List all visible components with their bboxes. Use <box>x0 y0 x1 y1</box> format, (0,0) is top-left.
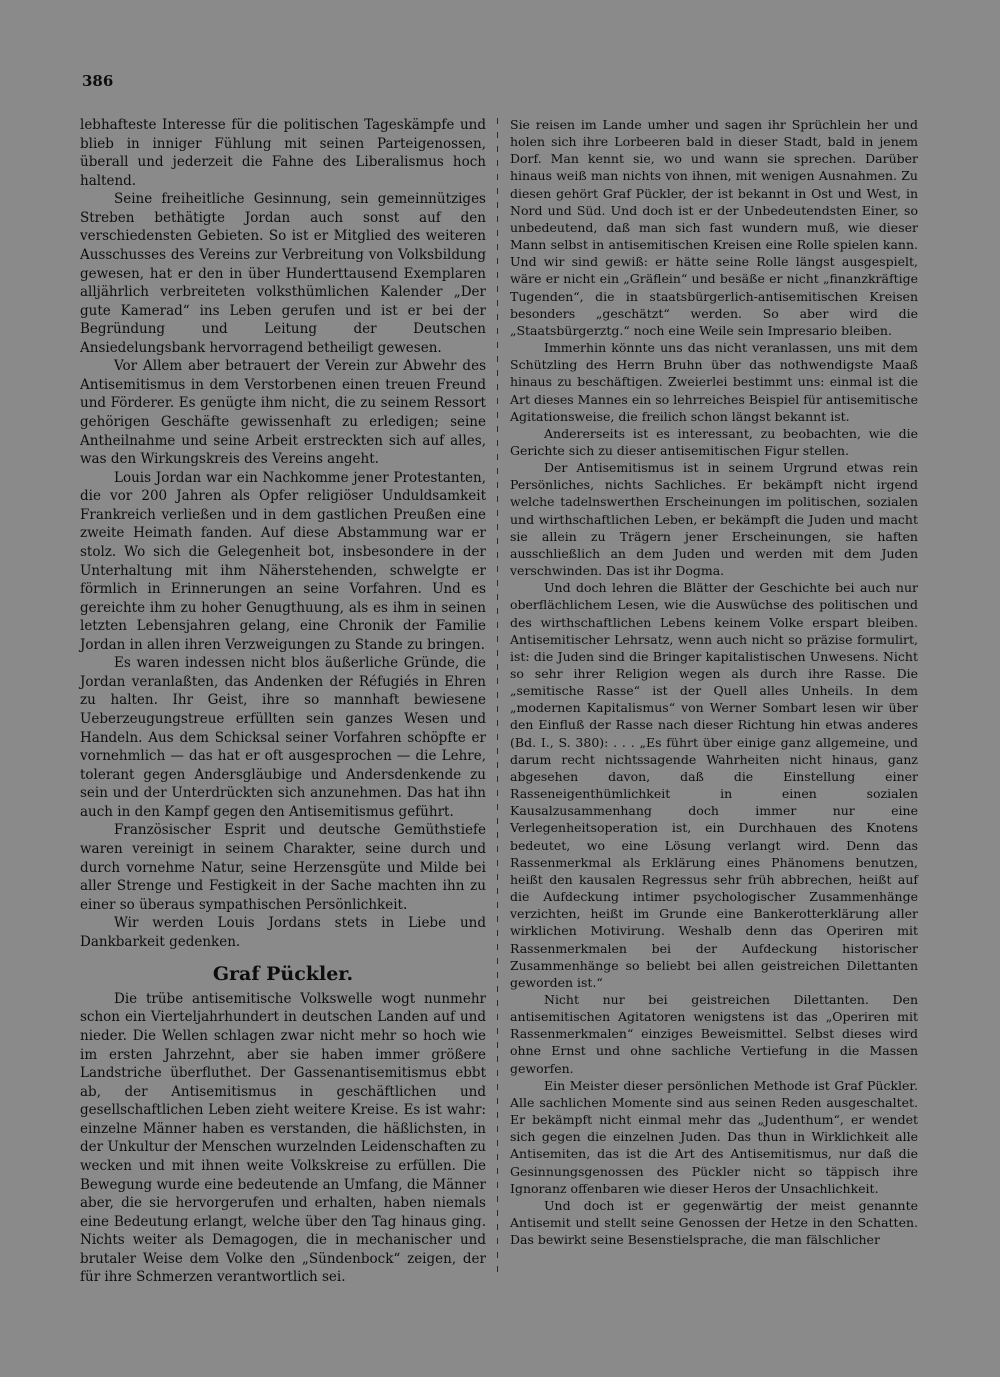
paragraph: Nicht nur bei geistreichen Dilettanten. Den antisemitischen Agitatoren wenigstens ist das „Operiren mit Rassenmerkmalen“ einziges Beweismittel. Selbst dieses wird ohne Ernst und ohne sachliche Vertiefung in die Massen geworfen. <box>510 991 918 1076</box>
paragraph: Andererseits ist es interessant, zu beobachten, wie die Gerichte sich zu dieser antisemitischen Figur stellen. <box>510 425 918 458</box>
paragraph: Vor Allem aber betrauert der Verein zur Abwehr des Antisemitismus in dem Verstorbenen einen treuen Freund und Förderer. Es genügte ihm nicht, die zu seinem Ressort gehörigen Geschäfte gewissenhaft zu erledigen; seine Antheilnahme und seine Arbeit erstreckten sich auf alles, was den Wirkungskreis des Vereins angeht. <box>80 358 486 468</box>
paragraph: Sie reisen im Lande umher und sagen ihr Sprüchlein her und holen sich ihre Lorbeeren bald in dieser Stadt, bald in jenem Dorf. Man kennt sie, wo und wann sie sprechen. Darüber hinaus weiß man nichts von ihnen, mit wenigen Ausnahmen. Zu diesen gehört Graf Pückler, der ist bekannt in Ost und West, in Nord und Süd. Und doch ist er der Unbedeutendsten Einer, so unbedeutend, daß man sich fast wundern muß, wie dieser Mann selbst in antisemitischen Kreisen eine Rolle spielen kann. Und wir sind gewiß: er hätte seine Rolle längst ausgespielt, wäre er nicht ein „Gräflein“ und besäße er nicht „finanzkräftige Tugenden“, die in staatsbürgerlich-antisemitischen Kreisen besonders „geschätzt“ werden. So aber wird die „Staatsbürgerztg.“ noch eine Weile sein Impresario bleiben. <box>510 117 918 338</box>
paragraph: Und doch lehren die Blätter der Geschichte bei auch nur oberflächlichem Lesen, wie die Auswüchse des politischen und des wirthschaftlichen Lebens keinem Volke erspart bleiben. Antisemitischer Lehrsatz, wenn auch nicht so präzise formulirt, ist: die Juden sind die Bringer kapitalistischen Unwesens. Nicht so sehr ihrer Religion wegen als durch ihre Rasse. Die „semitische Rasse“ ist der Quell alles Unheils. In dem „modernen Kapitalismus“ von Werner Sombart lesen wir über den Einfluß der Rasse nach dieser Richtung hin etwas anderes (Bd. I., S. 380): . . . „Es führt über einige ganz allgemeine, und darum recht nichtssagende Wahrheiten nicht hinaus, ganz abgesehen davon, daß die Einstellung einer Rasseneigenthümlichkeit in einen sozialen Kausalzusammenhang doch immer nur eine Verlegenheitsoperation ist, ein Durchhauen des Knotens bedeutet, wo eine Lösung verlangt wird. Denn das Rassenmerkmal als Erklärung eines Phänomens benutzen, heißt den kausalen Regressus sehr früh abbrechen, heißt auf die Aufdeckung intimer psychologischer Zusammenhänge verzichten, heißt im Grunde eine Bankerotterklärung aller wirklichen Motivirung. Weshalb denn das Operiren mit Rassenmerkmalen bei der Aufdeckung historischer Zusammenhänge so beliebt bei allen geistreichen Dilettanten geworden ist.“ <box>510 580 918 990</box>
column-divider <box>497 118 498 1278</box>
paragraph: lebhafteste Interesse für die politischen Tageskämpfe und blieb in inniger Fühlung mit seinen Parteigenossen, überall und jederzeit die Fahne des Liberalismus hoch haltend. <box>80 117 486 189</box>
left-column <box>80 116 486 1287</box>
paragraph: Wir werden Louis Jordans stets in Liebe und Dankbarkeit gedenken. <box>80 915 486 950</box>
paragraph: Ein Meister dieser persönlichen Methode ist Graf Pückler. Alle sachlichen Momente sind aus seinen Reden ausgeschaltet. Er bekämpft nicht einmal mehr das „Judenthum“, er wendet sich gegen die einzelnen Juden. Das thun in Wirklichkeit alle Antisemiten, das ist die Art des Antisemitismus, nur daß die Gesinnungsgenossen des Pückler nicht so täppisch ihre Ignoranz offenbaren wie dieser Heros der Unsachlichkeit. <box>510 1077 918 1196</box>
paragraph: Es waren indessen nicht blos äußerliche Gründe, die Jordan veranlaßten, das Andenken der Réfugiés in Ehren zu halten. Ihr Geist, ihre so mannhaft bewiesene Ueberzeugungstreue erfüllten sein ganzes Wesen und Handeln. Aus dem Schicksal seiner Vorfahren schöpfte er vornehmlich — das hat er oft ausgesprochen — die Lehre, tolerant gegen Andersgläubige und Andersdenkende zu sein und der Unterdrückten sich anzunehmen. Das hat ihn auch in den Kampf gegen den Antisemitismus geführt. <box>80 655 486 820</box>
paragraph: Französischer Esprit und deutsche Gemüthstiefe waren vereinigt in seinem Charakter, seine durch und durch vornehme Natur, seine Herzensgüte und Milde bei aller Strenge und Festigkeit in der Sache machten ihn zu einer so überaus sympathischen Persönlichkeit. <box>80 822 486 913</box>
paragraph: Immerhin könnte uns das nicht veranlassen, uns mit dem Schützling des Herrn Bruhn über das nothwendigste Maaß hinaus zu beschäftigen. Zweierlei bestimmt uns: einmal ist die Art dieses Mannes ein so lehrreiches Beispiel für antisemitische Agitationsweise, die freilich schon längst bekannt ist. <box>510 340 918 424</box>
paragraph: Seine freiheitliche Gesinnung, sein gemeinnütziges Streben bethätigte Jordan auch sonst auf den verschiedensten Gebieten. So ist er Mitglied des weiteren Ausschusses des Vereins zur Verbreitung von Volksbildung gewesen, hat er den in über Hunderttausend Exemplaren alljährlich verbreiteten volksthümlichen Kalender „Der gute Kamerad“ ins Leben gerufen und ist er bei der Begründung und Leitung der Deutschen Ansiedelungsbank hervorragend betheiligt gewesen. <box>80 191 486 356</box>
article-heading: Graf Pückler. <box>212 963 354 986</box>
paragraph: Die trübe antisemitische Volkswelle wogt nunmehr schon ein Vierteljahrhundert in deutschen Landen auf und nieder. Die Wellen schlagen zwar nicht mehr so hoch wie im ersten Jahrzehnt, aber sie haben immer größere Landstriche überfluthet. Der Gassenantisemitismus ebbt ab, der Antisemitismus in geschäftlichen und gesellschaftlichen Leben zieht weitere Kreise. Es ist wahr: einzelne Männer haben es verstanden, die häßlichsten, in der Unkultur der Menschen wurzelnden Leidenschaften zu wecken und mit ihnen weite Volkskreise zu erfüllen. Die Bewegung wurde eine bedeutende an Umfang, die Männer aber, die sie hervorgerufen und erhalten, haben niemals eine Bedeutung erlangt, welche über den Tag hinaus ging. Nichts weiter als Demagogen, die in mechanischer und brutaler Weise dem Volke den „Sündenbock“ zeigen, der für ihre Schmerzen verantwortlich sei. <box>80 990 486 1286</box>
page-number: 386 <box>82 72 114 90</box>
paragraph: Der Antisemitismus ist in seinem Urgrund etwas rein Persönliches, nichts Sachliches. Er bekämpft nicht irgend welche tadelnswerthen Erscheinungen im politischen, sozialen und wirthschaftlichen Leben, er bekämpft die Juden und macht sie allein zu Trägern jener Erscheinungen, sie haften ausschließlich an dem Juden und werden mit dem Juden verschwinden. Das ist ihr Dogma. <box>510 460 918 579</box>
paragraph: Und doch ist er gegenwärtig der meist genannte Antisemit und stellt seine Genossen der Hetze in den Schatten. Das bewirkt seine Besenstielsprache, die man fälschlicher <box>510 1197 918 1248</box>
paragraph: Louis Jordan war ein Nachkomme jener Protestanten, die vor 200 Jahren als Opfer religiöser Unduldsamkeit Frankreich verließen und in dem gastlichen Preußen eine zweite Heimath fanden. Auf diese Abstammung war er stolz. Wo sich die Gelegenheit bot, insbesondere in der Unterhaltung mit ihm Näherstehenden, schwelgte er förmlich in Erinnerungen an seine Vorfahren. Und es gereichte ihm zu hoher Genugthuung, als es ihm in seinen letzten Lebensjahren gelang, eine Chronik der Familie Jordan in allen ihren Verzweigungen zu Stande zu bringen. <box>80 469 486 653</box>
right-column <box>510 116 918 1248</box>
